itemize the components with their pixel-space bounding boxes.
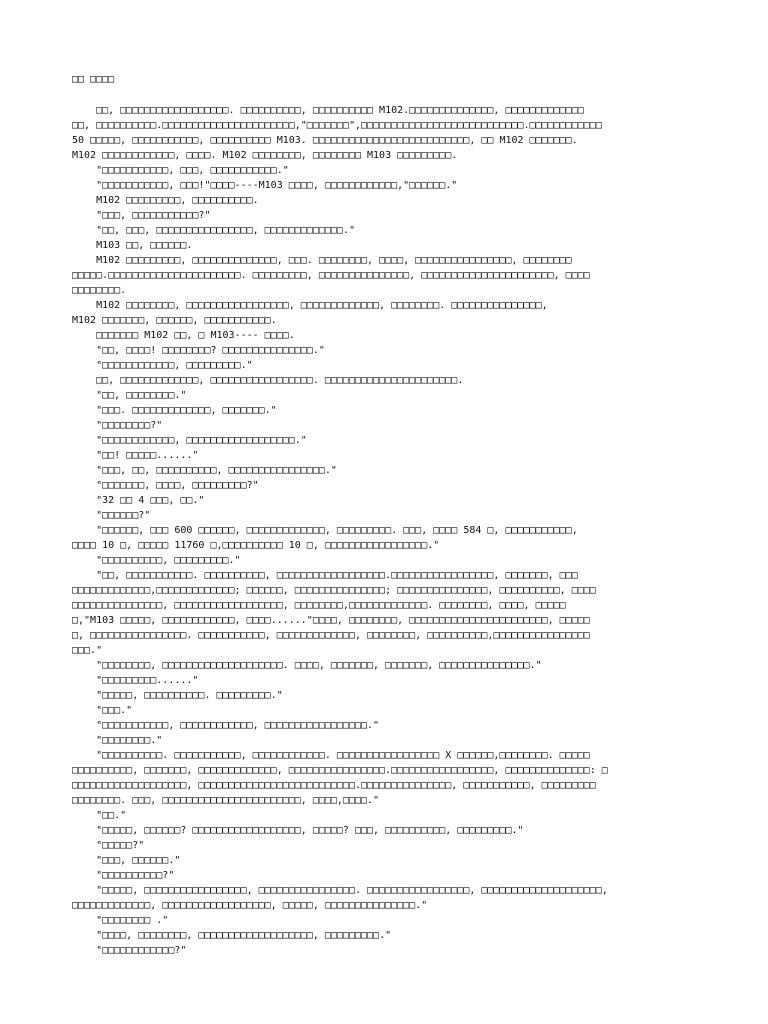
text-line: "□□□□□□□□□□?" [72, 870, 175, 881]
text-line: M102 □□□□□□□□□□□□, □□□□. M102 □□□□□□□□, □□□□□□□□ M103 □□□□□□□□□. [72, 150, 458, 161]
text-line: "□□□□□□□□□□□□?" [72, 945, 187, 956]
text-line: □□□□□□□□□□□□□,□□□□□□□□□□□□□; □□□□□□, □□□□□□□□□□□□□□□; □□□□□□□□□□□□□□□, □□□□□□□□□□, □□□□ [72, 585, 596, 596]
text-line: "□□, □□□□! □□□□□□□□? □□□□□□□□□□□□□□□." [72, 345, 325, 356]
document-page [72, 72, 702, 958]
text-line: "□□□□□□, □□□ 600 □□□□□□, □□□□□□□□□□□□□, □□□□□□□□□. □□□, □□□□ 584 □, □□□□□□□□□□□, [72, 525, 578, 536]
text-line: □□□□□□□□□□□□□□□, □□□□□□□□□□□□□□□□□□, □□□□□□□□,□□□□□□□□□□□□□. □□□□□□□□, □□□□, □□□□□ [72, 600, 566, 611]
document-title: □□ □□□□ [72, 74, 115, 85]
text-line: □□□□□□□ M102 □□, □ M103---- □□□□. [72, 330, 295, 341]
text-line: "□□□□□□□□□□□, □□□□□□□□□□□□, □□□□□□□□□□□□□□□□□." [72, 720, 380, 731]
text-line: M102 □□□□□□□□□, □□□□□□□□□□. [72, 195, 259, 206]
text-line: "□□□, □□□□□□□□□□□?" [72, 210, 211, 221]
text-line: □□□." [72, 645, 103, 656]
text-line: "□□□□□□□□□□□, □□□, □□□□□□□□□□□." [72, 165, 289, 176]
text-line: "□□□□□□□, □□□□, □□□□□□□□□?" [72, 480, 259, 491]
text-line: "□□□□□, □□□□□□□□□□□□□□□□□, □□□□□□□□□□□□□□□□. □□□□□□□□□□□□□□□□□, □□□□□□□□□□□□□□□□□□□□, [72, 885, 608, 896]
text-line: □□□□□□□□. □□□, □□□□□□□□□□□□□□□□□□□□□□□, □□□□,□□□□." [72, 795, 380, 806]
text-line: "□□□. □□□□□□□□□□□□□, □□□□□□□." [72, 405, 277, 416]
text-line: □□, □□□□□□□□□□□□□, □□□□□□□□□□□□□□□□□. □□□□□□□□□□□□□□□□□□□□□□. [72, 375, 464, 386]
text-line: 50 □□□□□, □□□□□□□□□□□, □□□□□□□□□□ M103. □□□□□□□□□□□□□□□□□□□□□□□□□□, □□ M102 □□□□□□□. [72, 135, 578, 146]
text-line: M102 □□□□□□□□, □□□□□□□□□□□□□□□□□, □□□□□□□□□□□□□, □□□□□□□□. □□□□□□□□□□□□□□□, [72, 300, 548, 311]
text-line: □□, □□□□□□□□□□.□□□□□□□□□□□□□□□□□□□□□□,"□□□□□□□",□□□□□□□□□□□□□□□□□□□□□□□□□□□.□□□□□□□□□□□□ [72, 120, 602, 131]
text-line: □, □□□□□□□□□□□□□□□□. □□□□□□□□□□□, □□□□□□□□□□□□□, □□□□□□□□, □□□□□□□□□□,□□□□□□□□□□□□□□□□ [72, 630, 590, 641]
text-line: "□□□□□□□□□□□□, □□□□□□□□□□□□□□□□□□." [72, 435, 307, 446]
text-line: □□□□□□□□□□, □□□□□□□, □□□□□□□□□□□□□, □□□□□□□□□□□□□□□□.□□□□□□□□□□□□□□□□□, □□□□□□□□□□□□□□: □ [72, 765, 608, 776]
text-line: □□□□ 10 □, □□□□□ 11760 □,□□□□□□□□□□ 10 □, □□□□□□□□□□□□□□□□□." [72, 540, 440, 551]
text-line: □□□□□□□□□□□□□, □□□□□□□□□□□□□□□□□□, □□□□□, □□□□□□□□□□□□□□□." [72, 900, 428, 911]
text-line: □□, □□□□□□□□□□□□□□□□□□. □□□□□□□□□□, □□□□□□□□□□ M102.□□□□□□□□□□□□□□, □□□□□□□□□□□□□ [72, 105, 584, 116]
text-line: "□□□□□□□□□□. □□□□□□□□□□□, □□□□□□□□□□□□. □□□□□□□□□□□□□□□□□ X □□□□□□,□□□□□□□□. □□□□□ [72, 750, 590, 761]
text-line: M103 □□, □□□□□□. [72, 240, 193, 251]
text-line: "□□□□□, □□□□□□□□□□. □□□□□□□□□." [72, 690, 283, 701]
document-body [72, 103, 702, 958]
text-line: M102 □□□□□□□, □□□□□□, □□□□□□□□□□□. [72, 315, 277, 326]
text-line: "32 □□ 4 □□□, □□." [72, 495, 205, 506]
text-line: "□□□□□□□□□□□□, □□□□□□□□□." [72, 360, 253, 371]
text-line: "□□□□□□?" [72, 510, 151, 521]
text-line: "□□□□□, □□□□□□? □□□□□□□□□□□□□□□□□□, □□□□□? □□□, □□□□□□□□□□, □□□□□□□□□." [72, 825, 524, 836]
text-line: "□□□□□□□□□......" [72, 675, 199, 686]
text-line: "□□, □□□□□□□□□□□. □□□□□□□□□□, □□□□□□□□□□□□□□□□□□.□□□□□□□□□□□□□□□□□, □□□□□□□, □□□ [72, 570, 578, 581]
text-line: "□□□, □□, □□□□□□□□□□, □□□□□□□□□□□□□□□□." [72, 465, 337, 476]
text-line: □□□□□□□□□□□□□□□□□□□, □□□□□□□□□□□□□□□□□□□□□□□□□□.□□□□□□□□□□□□□□□, □□□□□□□□□□□, □□□□□□□□□ [72, 780, 596, 791]
text-line: "□□, □□□□□□□□." [72, 390, 187, 401]
text-line: "□□□□□□□□□□□, □□□!"□□□□----M103 □□□□, □□□□□□□□□□□□,"□□□□□□." [72, 180, 458, 191]
text-line: "□□, □□□, □□□□□□□□□□□□□□□□, □□□□□□□□□□□□□." [72, 225, 355, 236]
text-line: "□□." [72, 810, 127, 821]
text-line: "□□□□□□□□, □□□□□□□□□□□□□□□□□□□□. □□□□, □□□□□□□, □□□□□□□, □□□□□□□□□□□□□□□." [72, 660, 542, 671]
text-line: M102 □□□□□□□□□, □□□□□□□□□□□□□□, □□□. □□□□□□□□, □□□□, □□□□□□□□□□□□□□□□, □□□□□□□□ [72, 255, 572, 266]
text-line: "□□□." [72, 705, 133, 716]
text-line: "□□□, □□□□□□." [72, 855, 181, 866]
text-line: □□□□□.□□□□□□□□□□□□□□□□□□□□□□. □□□□□□□□□, □□□□□□□□□□□□□□□, □□□□□□□□□□□□□□□□□□□□□□, □□□□ [72, 270, 590, 281]
text-line: "□□□□□□□□ ." [72, 915, 169, 926]
text-line: "□□□□□□□□?" [72, 420, 163, 431]
text-line: □□□□□□□□. [72, 285, 127, 296]
text-line: "□□□□□?" [72, 840, 145, 851]
text-line: "□□□□□□□□." [72, 735, 163, 746]
text-line: "□□! □□□□□......" [72, 450, 199, 461]
text-line: "□□□□, □□□□□□□□, □□□□□□□□□□□□□□□□□□□, □□□□□□□□□." [72, 930, 392, 941]
text-line: □,"M103 □□□□□, □□□□□□□□□□□□, □□□□......"□□□□, □□□□□□□□, □□□□□□□□□□□□□□□□□□□□□□□, □□□□□ [72, 615, 590, 626]
text-line: "□□□□□□□□□□, □□□□□□□□□." [72, 555, 241, 566]
